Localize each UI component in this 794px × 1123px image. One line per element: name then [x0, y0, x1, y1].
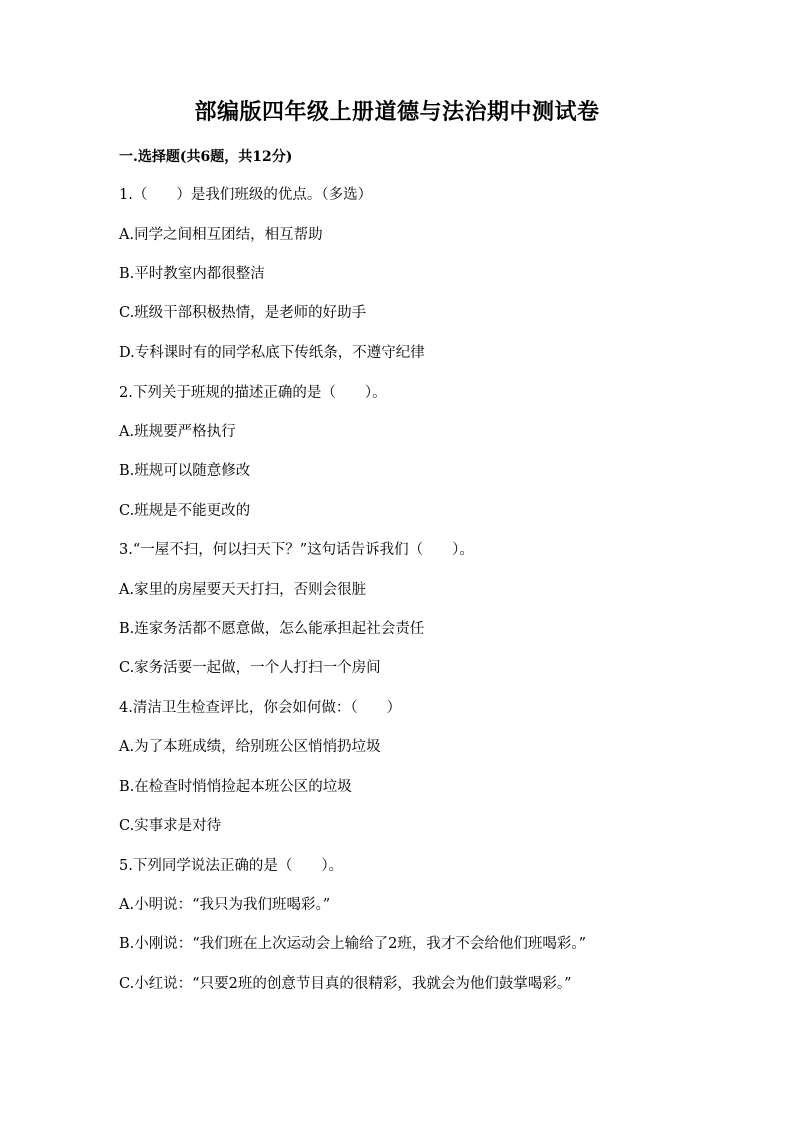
page-title: 部编版四年级上册道德与法治期中测试卷	[194, 99, 600, 125]
option-2b: B.班规可以随意修改	[119, 463, 251, 479]
option-5c: C.小红说：“只要2班的创意节目真的很精彩，我就会为他们鼓掌喝彩。”	[119, 976, 572, 992]
option-1d: D.专科课时有的同学私底下传纸条，不遵守纪律	[119, 345, 425, 361]
option-5a: A.小明说：“我只为我们班喝彩。”	[119, 897, 331, 913]
question-stem-2: 2.下列关于班规的描述正确的是（ ）。	[119, 385, 387, 401]
option-1a: A.同学之间相互团结，相互帮助	[119, 227, 323, 243]
option-1b: B.平时教室内都很整洁	[119, 266, 265, 282]
question-stem-4: 4.清洁卫生检查评比，你会如何做：（ ）	[119, 700, 402, 716]
option-2c: C.班规是不能更改的	[119, 503, 251, 519]
question-stem-5: 5.下列同学说法正确的是（ ）。	[119, 858, 344, 874]
option-4c: C.实事求是对待	[119, 818, 222, 834]
option-5b: B.小刚说：“我们班在上次运动会上输给了2班，我才不会给他们班喝彩。”	[119, 936, 587, 952]
option-3a: A.家里的房屋要天天打扫，否则会很脏	[119, 582, 367, 598]
option-4a: A.为了本班成绩，给别班公区悄悄扔垃圾	[119, 739, 381, 755]
option-3c: C.家务活要一起做，一个人打扫一个房间	[119, 660, 381, 676]
option-4b: B.在检查时悄悄捡起本班公区的垃圾	[119, 779, 352, 795]
option-2a: A.班规要严格执行	[119, 424, 236, 440]
option-1c: C.班级干部积极热情，是老师的好助手	[119, 305, 367, 321]
section-heading: 一.选择题(共6题，共12分)	[119, 149, 293, 165]
option-3b: B.连家务活都不愿意做，怎么能承担起社会责任	[119, 621, 425, 637]
question-stem-3: 3.“一屋不扫，何以扫天下？”这句话告诉我们（ ）。	[119, 542, 474, 558]
question-stem-1: 1.（ ）是我们班级的优点。（多选）	[119, 187, 373, 203]
